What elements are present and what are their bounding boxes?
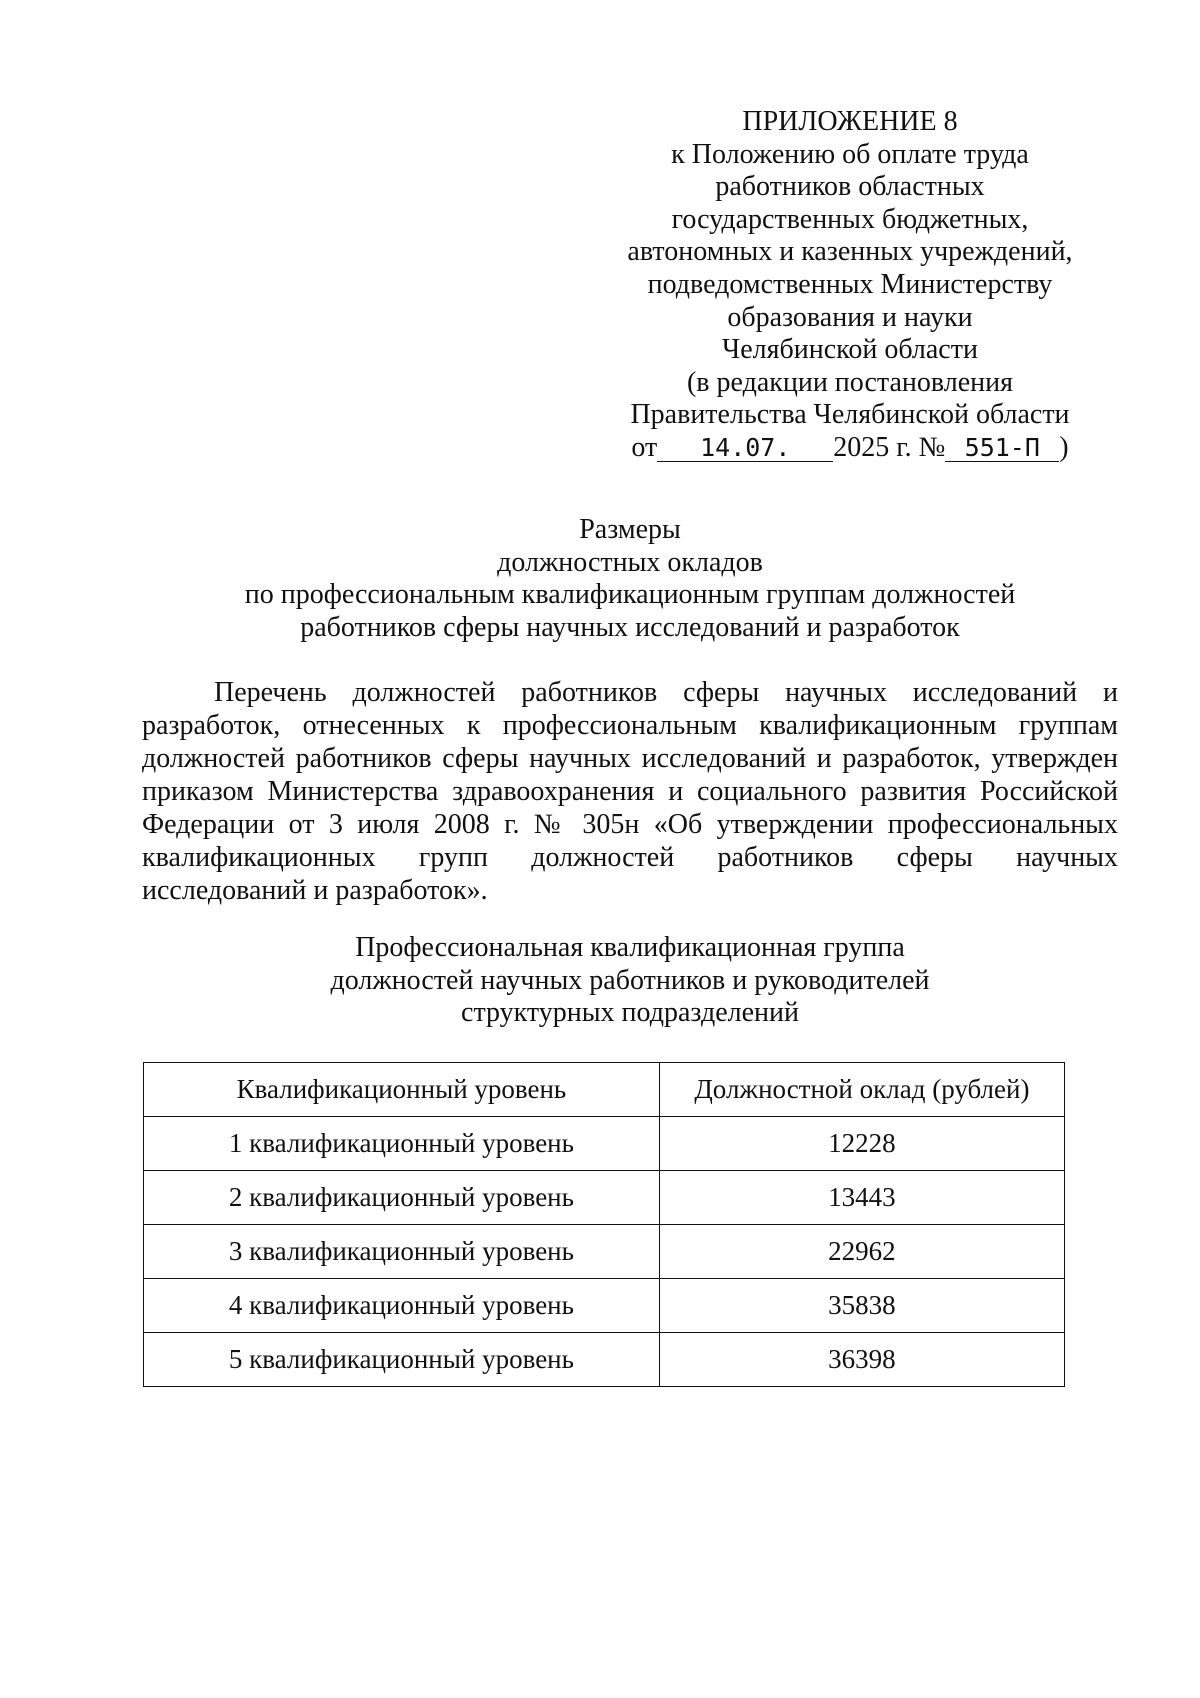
heading-line: работников сферы научных исследований и разработок [300, 611, 960, 643]
paragraph-line: исследований и разработок». [142, 875, 488, 906]
closing-paren: ) [1059, 431, 1069, 463]
intro-paragraph [142, 676, 1118, 907]
date-value: 14.07. [657, 435, 833, 462]
appendix-line: государственных бюджетных, [671, 203, 1029, 235]
year-text: 2025 г. № [833, 431, 946, 463]
table-row [144, 1171, 1065, 1225]
paragraph-line: разработок, отнесенных к профессиональным квалификационным группам [142, 710, 1118, 741]
header-level: Квалификационный уровень [144, 1063, 660, 1117]
header-salary: Должностной оклад (рублей) [659, 1063, 1064, 1117]
document-heading [140, 514, 1120, 644]
salary-cell: 35838 [659, 1279, 1064, 1333]
group-title [140, 932, 1120, 1030]
level-cell: 4 квалификационный уровень [144, 1279, 660, 1333]
paragraph-line: должностей работников сферы научных исследований и разработок, утвержден [142, 743, 1118, 774]
salary-table [143, 1062, 1065, 1387]
heading-line: по профессиональным квалификационным группам должностей [244, 579, 1016, 611]
table-header-row [144, 1063, 1065, 1117]
appendix-line: (в редакции постановления [686, 366, 1014, 398]
appendix-line: работников областных [715, 171, 985, 203]
appendix-line: образования и науки [727, 301, 973, 333]
salary-cell: 13443 [659, 1171, 1064, 1225]
table-row [144, 1333, 1065, 1387]
appendix-line: к Положению об оплате труда [671, 138, 1029, 170]
appendix-line: Челябинской области [722, 334, 978, 366]
salary-cell: 12228 [659, 1117, 1064, 1171]
paragraph-line: Перечень должностей работников сферы научных исследований и [214, 677, 1118, 708]
heading-line: должностных окладов [497, 546, 763, 578]
number-value: 551-П [945, 435, 1059, 462]
date-prefix: от [631, 431, 658, 463]
level-cell: 1 квалификационный уровень [144, 1117, 660, 1171]
salary-cell: 22962 [659, 1225, 1064, 1279]
level-cell: 5 квалификационный уровень [144, 1333, 660, 1387]
level-cell: 3 квалификационный уровень [144, 1225, 660, 1279]
appendix-date-line [600, 432, 1100, 465]
appendix-line: автономных и казенных учреждений, [627, 236, 1073, 268]
group-title-line: структурных подразделений [461, 997, 799, 1029]
level-cell: 2 квалификационный уровень [144, 1171, 660, 1225]
appendix-line: подведомственных Министерству [647, 268, 1053, 300]
appendix-block [600, 106, 1100, 465]
salary-cell: 36398 [659, 1333, 1064, 1387]
paragraph-line: квалификационных групп должностей работников сферы научных [142, 842, 1118, 873]
paragraph-line: приказом Министерства здравоохранения и социального развития Российской [142, 776, 1118, 807]
appendix-line: Правительства Челябинской области [630, 399, 1070, 431]
paragraph-line: Федерации от 3 июля 2008 г. № 305н «Об утверждении профессиональных [142, 809, 1118, 840]
group-title-line: Профессиональная квалификационная группа [355, 932, 905, 963]
table-row [144, 1117, 1065, 1171]
group-title-line: должностей научных работников и руководителей [330, 964, 930, 996]
appendix-title: ПРИЛОЖЕНИЕ 8 [742, 106, 958, 137]
table-row [144, 1225, 1065, 1279]
table-row [144, 1279, 1065, 1333]
heading-line: Размеры [579, 514, 681, 545]
